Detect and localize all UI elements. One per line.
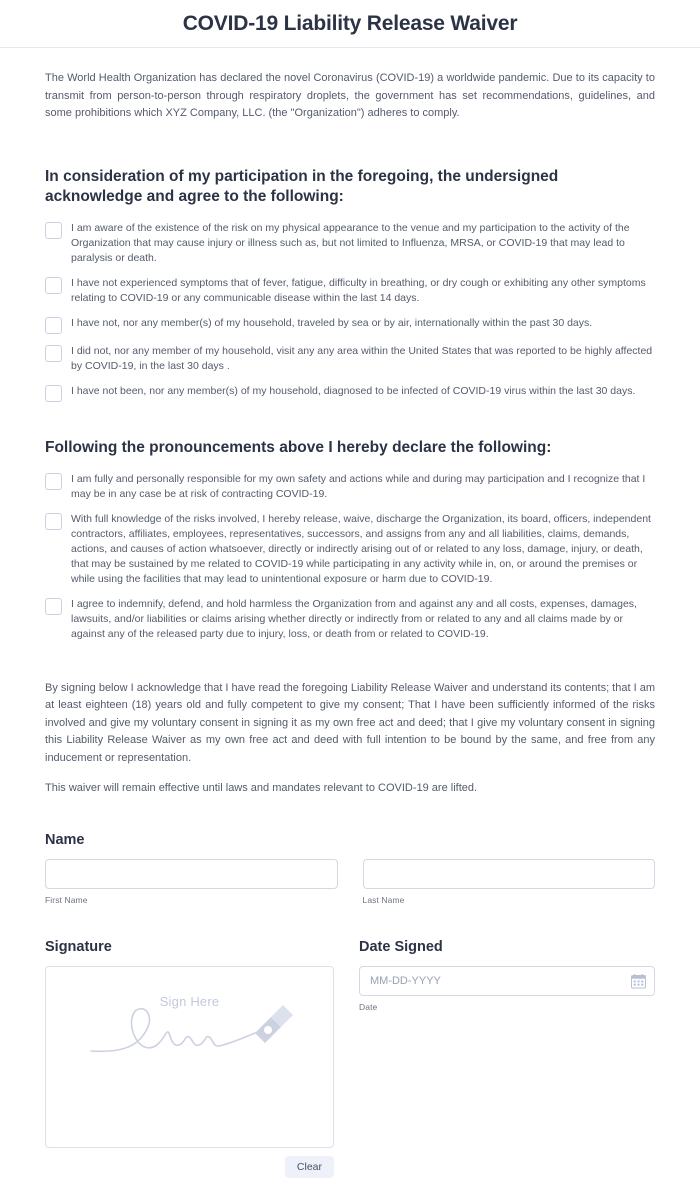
section-one-heading: In consideration of my participation in the foregoing, the undersigned acknowledge and agree to the following:: [45, 167, 559, 205]
checkbox-icon[interactable]: [45, 598, 62, 615]
first-name-group: [45, 859, 338, 905]
clear-signature-button[interactable]: Clear: [285, 1156, 334, 1178]
checkbox-label: With full knowledge of the risks involved, I hereby release, waive, discharge the Organization, its board, officers, independent contractors, affiliates, employees, representatives, successors, and assigns from any and all liabilities, claims, demands, actions, and causes of action whatsoever, directly or indirectly arising out of or related to any loss, damage, injury, or death, that may be sustained by me related to COVID-19 while participating in any activity while in, on, or around the premises or while using the facilities that may lead to unintentional exposure or harm due to COVID-19.: [71, 512, 651, 585]
signature-field-title: Signature: [45, 938, 112, 955]
clear-row: [45, 1156, 334, 1178]
form-body: [0, 48, 700, 1178]
signature-placeholder: [46, 993, 333, 1011]
first-name-input[interactable]: [45, 859, 338, 889]
checkbox-label: I have not, nor any member(s) of my household, traveled by sea or by air, internationally within the past 30 days.: [71, 316, 593, 329]
checkbox-row[interactable]: [45, 384, 655, 402]
section-two-checklist: [45, 472, 655, 642]
intro-paragraph: The World Health Organization has declared the novel Coronavirus (COVID-19) a worldwide pandemic. Due to its capacity to transmit from person-to-person through respiratory droplets, the government has set recommendations, guidelines, and some prohibitions which XYZ Company, LLC. (the "Organization") adheres to comply.: [45, 72, 655, 119]
checkbox-row[interactable]: [45, 344, 655, 374]
section-one-checklist: [45, 221, 655, 402]
form-header: [0, 0, 700, 48]
checkbox-row[interactable]: [45, 276, 655, 306]
date-signed-input[interactable]: [359, 966, 655, 996]
page-title: COVID-19 Liability Release Waiver: [182, 11, 518, 35]
name-inputs-row: [45, 859, 655, 905]
checkbox-icon[interactable]: [45, 277, 62, 294]
checkbox-label: I did not, nor any member of my household, visit any any area within the United States that was reported to be highly affected by COVID-19, in the last 30 days .: [71, 344, 653, 372]
checkbox-label: I am aware of the existence of the risk on my physical appearance to the venue and my participation to the activity of the Organization that may cause injury or illness such as, but not limited to Influenza, MRSA, or COVID-19 that may lead to paralysis or death.: [71, 221, 630, 264]
checkbox-row[interactable]: [45, 597, 655, 642]
date-signed-group: [359, 939, 655, 1178]
checkbox-icon[interactable]: [45, 222, 62, 239]
checkbox-label: I have not experienced symptoms that of fever, fatigue, difficulty in breathing, or dry cough or exhibiting any other symptoms relating to COVID-19 or any communicable disease within the last 14 days.: [71, 276, 646, 304]
checkbox-icon[interactable]: [45, 473, 62, 490]
section-two-heading: Following the pronouncements above I hereby declare the following:: [45, 438, 552, 456]
checkbox-row[interactable]: [45, 472, 655, 502]
date-input-wrapper: [359, 966, 655, 996]
checkbox-row[interactable]: [45, 512, 655, 587]
checkbox-row[interactable]: [45, 221, 655, 266]
closing-block: [45, 680, 655, 798]
checkbox-row[interactable]: [45, 316, 655, 334]
date-sublabel: Date: [359, 1001, 378, 1012]
signature-group: [45, 939, 334, 1178]
last-name-input[interactable]: [363, 859, 656, 889]
signature-date-row: [45, 939, 655, 1178]
sign-here-label: Sign Here: [159, 993, 220, 1009]
checkbox-label: I am fully and personally responsible for my own safety and actions while and during may participation and I recognize that I may be in any case be at risk of contracting COVID-19.: [71, 472, 646, 500]
signature-canvas[interactable]: [45, 966, 334, 1148]
checkbox-label: I have not been, nor any member(s) of my household, diagnosed to be infected of COVID-19 virus within the last 30 days.: [71, 384, 636, 397]
name-field-section: [45, 832, 655, 905]
checkbox-icon[interactable]: [45, 345, 62, 362]
checkbox-label: I agree to indemnify, defend, and hold harmless the Organization from and against any and all costs, expenses, damages, lawsuits, and/or liabilities or claims arising whether directly or indirectly from or related to any and all claims made by or against any of the released party due to injury, loss, or death from or related to COVID-19.: [71, 597, 637, 640]
checkbox-icon[interactable]: [45, 513, 62, 530]
signature-pen-icon: [85, 989, 295, 1069]
checkbox-icon[interactable]: [45, 317, 62, 334]
closing-paragraph-two: This waiver will remain effective until laws and mandates relevant to COVID-19 are lifted.: [45, 782, 478, 794]
checkbox-icon[interactable]: [45, 385, 62, 402]
closing-paragraph-one: By signing below I acknowledge that I have read the foregoing Liability Release Waiver and understand its contents; that I am at least eighteen (18) years old and fully competent to give my consent; That I have been sufficiently informed of the risks involved and give my voluntary consent in signing it as my own free act and deed; that I give my voluntary consent in signing this Liability Release Waiver as my own free act and deed with full intention to be bound by the same, and free from any inducement or representation.: [45, 681, 655, 764]
last-name-group: [363, 859, 656, 905]
date-field-title: Date Signed: [359, 938, 443, 955]
last-name-sublabel: Last Name: [362, 894, 405, 905]
name-field-title: Name: [45, 831, 85, 848]
first-name-sublabel: First Name: [45, 894, 88, 905]
